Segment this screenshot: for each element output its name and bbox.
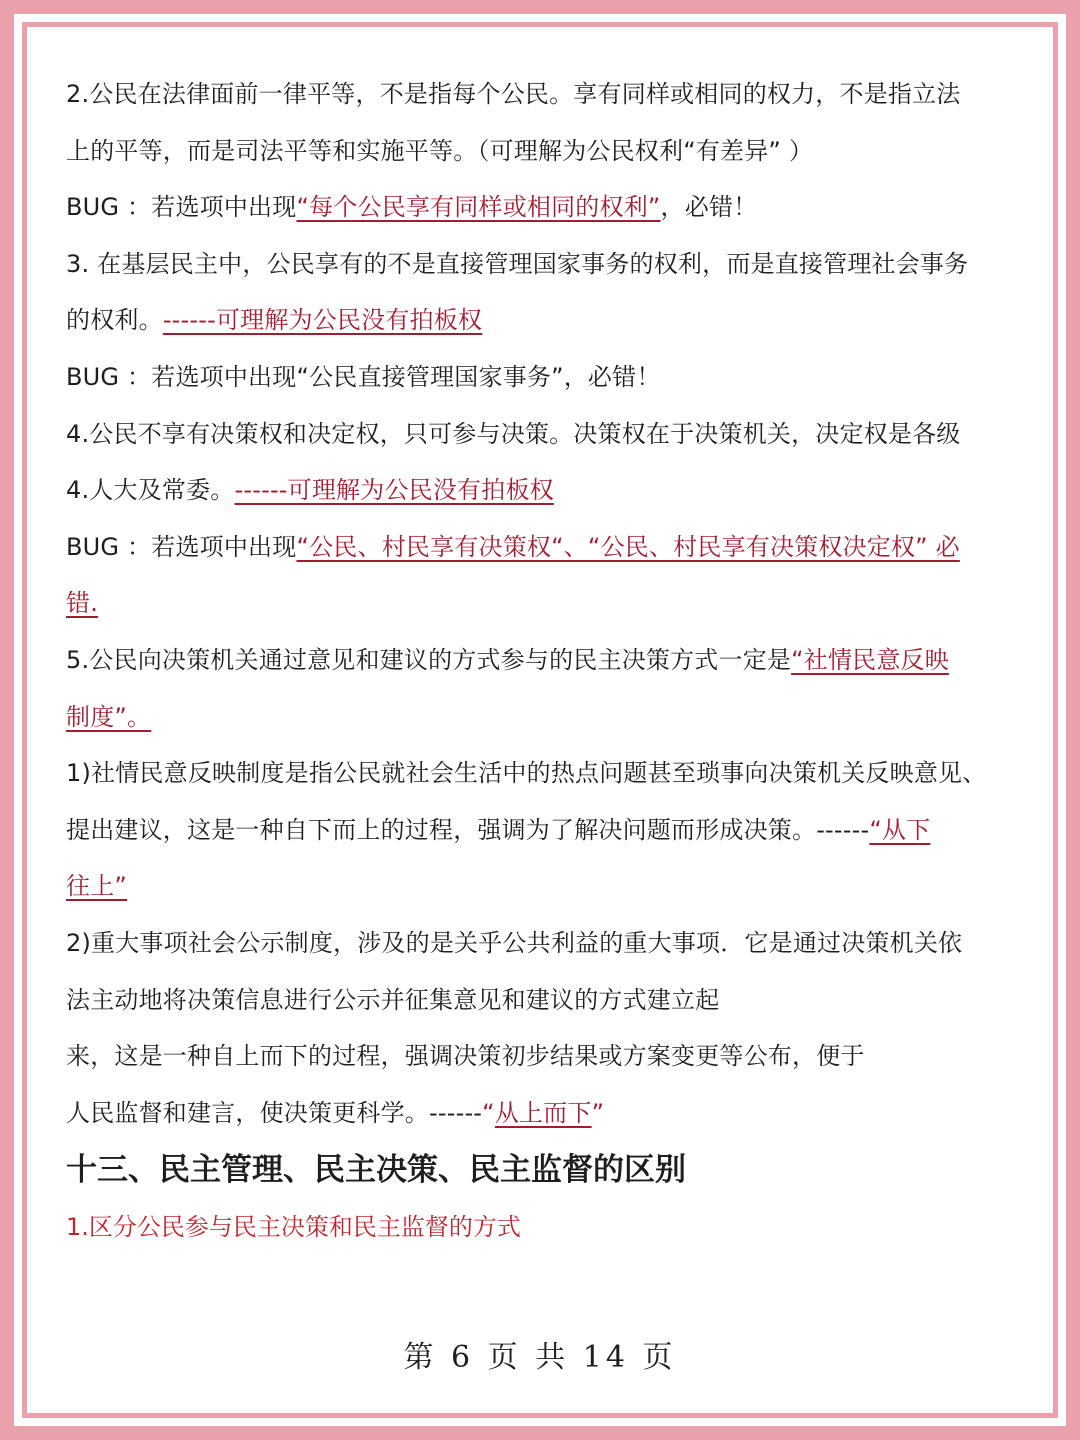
sub-point-1-highlight-end: 往上” — [66, 872, 128, 901]
sub-point-1-line-3 — [66, 858, 1026, 915]
sub-point-2-quote-close: ” — [591, 1098, 605, 1127]
paragraph-3-line-2 — [66, 292, 1026, 349]
paragraph-5-highlight: “社情民意反映 — [791, 645, 949, 674]
paragraph-4-line-1: 4.公民不享有决策权和决定权，只可参与决策。决策权在于决策机关，决定权是各级 — [66, 419, 961, 448]
paragraph-4-line-2 — [66, 462, 1026, 519]
sub-point-2-quote-open: “ — [482, 1098, 495, 1127]
sub-point-1-highlight: “从下 — [869, 815, 931, 844]
sub-point-2-line-2: 法主动地将决策信息进行公示并征集意见和建议的方式建立起 — [66, 985, 720, 1014]
paragraph-2-line-1: 2.公民在法律面前一律平等，不是指每个公民。享有同样或相同的权力，不是指立法 — [66, 80, 961, 108]
paragraph-5-highlight-end: 制度”。 — [66, 702, 152, 731]
sub-point-1-line-2-prefix: 提出建议，这是一种自下而上的过程，强调为了解决问题而形成决策。------ — [66, 815, 870, 844]
bug-note-1-suffix: ，必错！ — [660, 193, 758, 222]
sub-point-2-highlight: 从上而下 — [494, 1098, 592, 1127]
bug-note-1-prefix: BUG ：若选项中出现 — [66, 193, 297, 222]
paragraph-4-highlight: ------可理解为公民没有拍板权 — [234, 476, 554, 505]
paragraph-3-line-2-prefix: 的权利。 — [66, 306, 163, 335]
sub-point-2-line-4 — [66, 1085, 1026, 1142]
bug-note-3-highlight-end: 错. — [66, 589, 99, 618]
bug-note-2: BUG ：若选项中出现“公民直接管理国家事务”，必错！ — [66, 362, 661, 391]
bug-note-3 — [66, 519, 1026, 576]
sub-point-1-line-2 — [66, 802, 1026, 859]
sub-point-2-line-4-prefix: 人民监督和建言，使决策更科学。------ — [66, 1098, 483, 1127]
sub-point-1-line-1: 1)社情民意反映制度是指公民就社会生活中的热点问题甚至琐事向决策机关反映意见、 — [66, 759, 987, 788]
bug-note-3-line-2 — [66, 575, 1026, 632]
paragraph-5-line-1 — [66, 632, 1026, 689]
bug-note-1-highlight: “每个公民享有同样或相同的权利” — [296, 193, 661, 222]
section-heading: 十三、民主管理、民主决策、民主监督的区别 — [66, 1152, 686, 1189]
bug-note-1 — [66, 179, 1026, 236]
paragraph-4-line-2-prefix: 4.人大及常委。 — [66, 476, 235, 505]
paragraph-2-line-2: 上的平等，而是司法平等和实施平等。（可理解为公民权利“有差异” ） — [66, 136, 814, 165]
paragraph-3-line-1: 3. 在基层民主中，公民享有的不是直接管理国家事务的权利，而是直接管理社会事务 — [66, 249, 969, 278]
bug-note-3-highlight: “公民、村民享有决策权“、“公民、村民享有决策权决定权” 必 — [296, 532, 960, 561]
sub-point-2-line-1: 2)重大事项社会公示制度，涉及的是关乎公共利益的重大事项．它是通过决策机关依 — [66, 928, 963, 957]
paragraph-5-line-1-prefix: 5.公民向决策机关通过意见和建议的方式参与的民主决策方式一定是 — [66, 645, 792, 674]
section-subheading: 1.区分公民参与民主决策和民主监督的方式 — [66, 1213, 521, 1242]
paragraph-3-highlight: ------可理解为公民没有拍板权 — [162, 306, 483, 335]
sub-point-2-line-3: 来，这是一种自上而下的过程，强调决策初步结果或方案变更等公布，便于 — [66, 1042, 865, 1071]
document-body — [66, 66, 1026, 1255]
paragraph-5-line-2 — [66, 689, 1026, 746]
page-number-footer: 第 6 页 共 14 页 — [403, 1340, 677, 1375]
bug-note-3-prefix: BUG ：若选项中出现 — [66, 532, 297, 561]
